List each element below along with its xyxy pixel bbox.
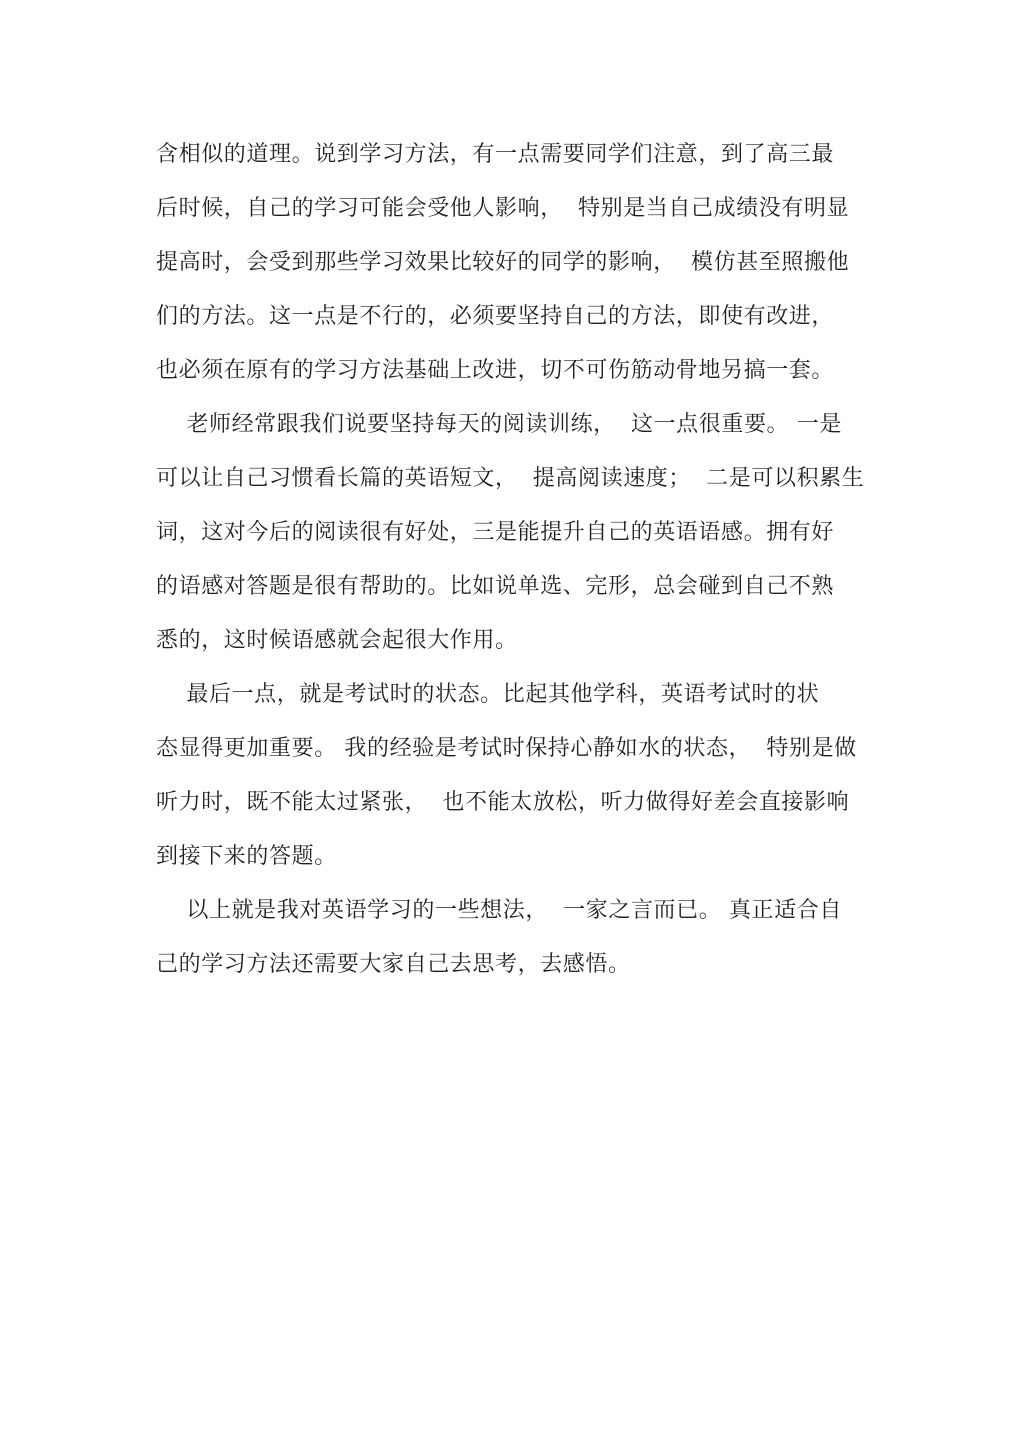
- text-line: 可以让自己习惯看长篇的英语短文， 提高阅读速度； 二是可以积累生: [156, 466, 865, 491]
- text-line: 己的学习方法还需要大家自己去思考，去感悟。: [156, 952, 631, 977]
- text-line: 提高时，会受到那些学习效果比较好的同学的影响， 模仿甚至照搬他: [156, 250, 850, 275]
- text-line: 们的方法。这一点是不行的，必须要坚持自己的方法，即使有改进，: [156, 304, 835, 329]
- text-line: 态显得更加重要。 我的经验是考试时保持心静如水的状态， 特别是做: [156, 736, 857, 761]
- text-line: 悉的，这时候语感就会起很大作用。: [156, 628, 518, 653]
- text-line: 老师经常跟我们说要坚持每天的阅读训练， 这一点很重要。 一是: [156, 412, 842, 437]
- text-line: 到接下来的答题。: [156, 844, 337, 869]
- text-line: 也必须在原有的学习方法基础上改进，切不可伤筋动骨地另搞一套。: [156, 358, 835, 383]
- text-line: 的语感对答题是很有帮助的。比如说单选、完形，总会碰到自己不熟: [156, 574, 835, 599]
- text-line: 后时候，自己的学习可能会受他人影响， 特别是当自己成绩没有明显: [156, 196, 850, 221]
- text-line: 听力时，既不能太过紧张， 也不能太放松，听力做得好差会直接影响: [156, 790, 850, 815]
- text-line: 含相似的道理。说到学习方法，有一点需要同学们注意，到了高三最: [156, 142, 835, 167]
- text-line: 最后一点，就是考试时的状态。比起其他学科，英语考试时的状: [156, 682, 820, 707]
- text-line: 以上就是我对英语学习的一些想法， 一家之言而已。 真正适合自: [156, 898, 842, 923]
- text-line: 词，这对今后的阅读很有好处，三是能提升自己的英语语感。拥有好: [156, 520, 835, 545]
- body-text: [156, 128, 876, 992]
